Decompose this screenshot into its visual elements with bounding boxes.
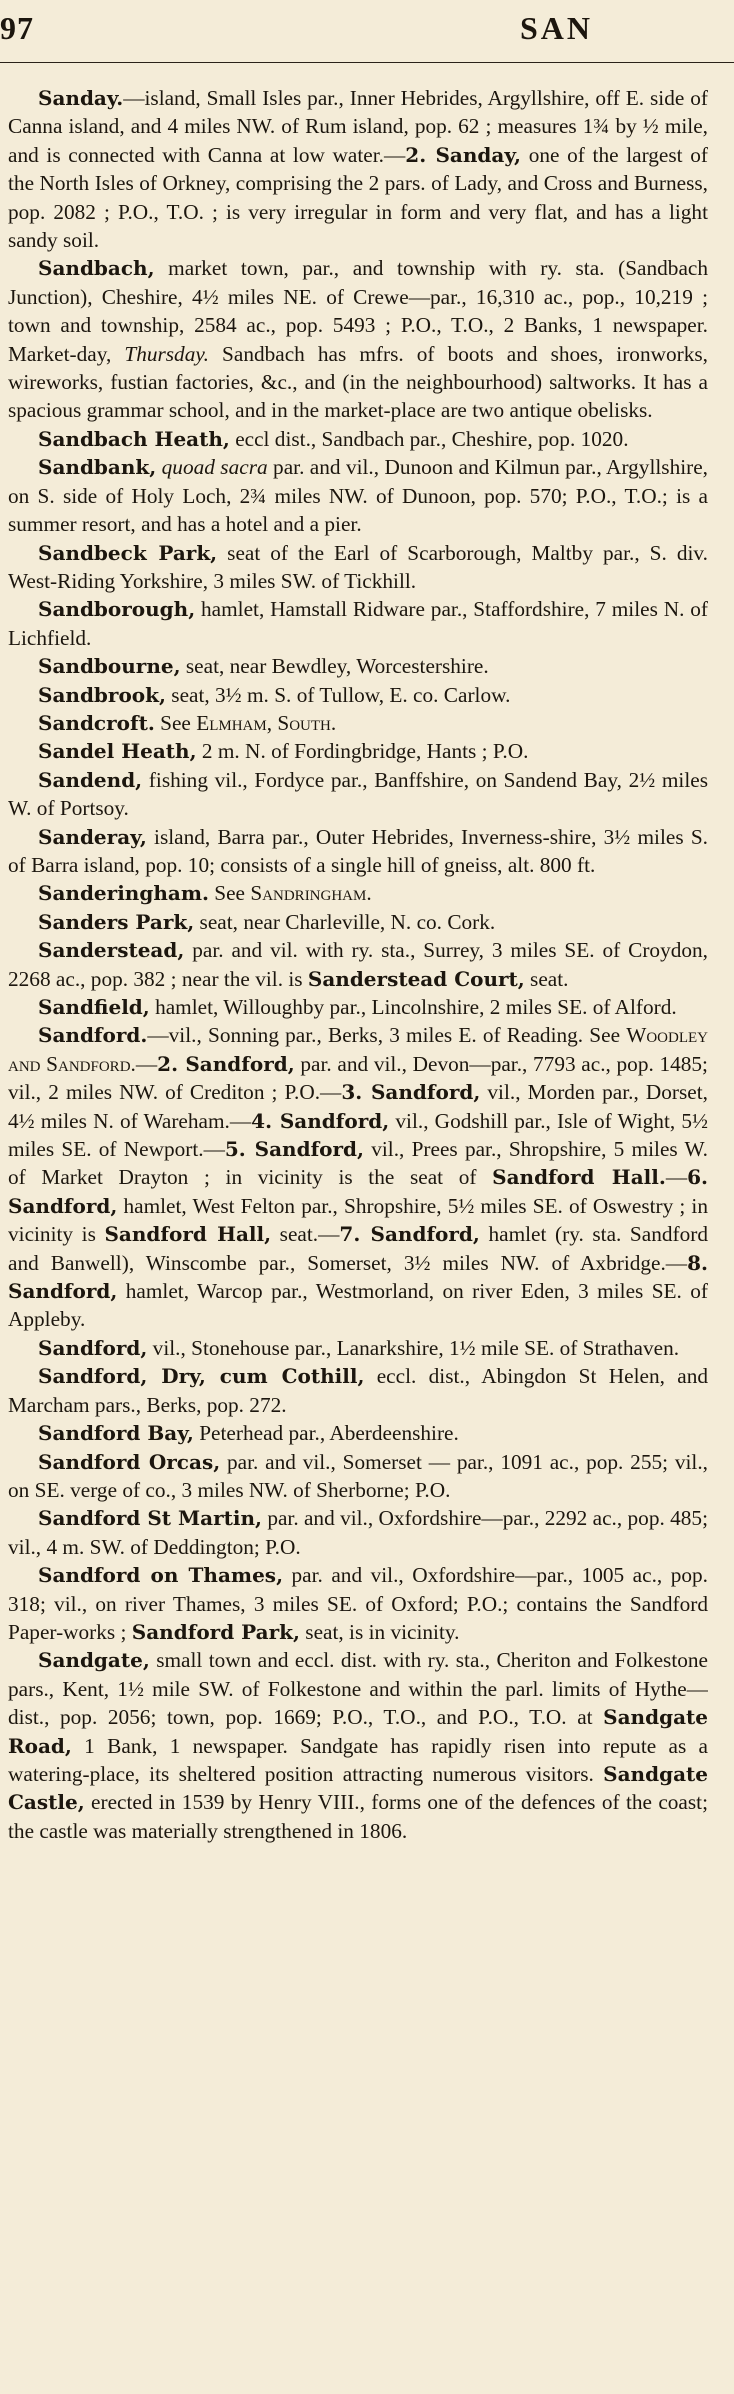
gazetteer-entry [8, 539, 708, 596]
gazetteer-entry [8, 1504, 708, 1561]
entry-text: vil., Godshill par., Isle of Wight, 5½ miles SE. of Newport.— [8, 1108, 708, 1162]
entry-text: Sandringham. [250, 881, 372, 906]
entry-text: eccl. dist., Abingdon St Helen, and Marcham pars., Berks, pop. 272. [8, 1364, 708, 1417]
header-rule [0, 62, 734, 63]
gazetteer-entry [8, 823, 708, 880]
entry-headword: Sandford on Thames, [38, 1563, 284, 1588]
entry-headword: Sandbeck Park, [38, 540, 218, 565]
gazetteer-entry [8, 1448, 708, 1505]
gazetteer-entry [8, 1419, 708, 1447]
entry-text: seat, 3½ m. S. of Tullow, E. co. Carlow. [165, 682, 511, 707]
entry-text: hamlet, Warcop par., Westmorland, on river Eden, 3 miles SE. of Appleby. [8, 1279, 708, 1332]
entry-text: quoad sacra [161, 455, 268, 480]
page-number: 97 [0, 10, 34, 46]
entry-headword: Sandford Park, [131, 1619, 300, 1644]
running-head: SAN [520, 10, 594, 46]
entry-text: Elmham, South. [196, 710, 337, 735]
entry-text: Peterhead par., Aberdeenshire. [193, 1421, 459, 1446]
entry-headword: Sanday. [38, 86, 124, 110]
gazetteer-entry [8, 908, 708, 936]
entry-headword: Sandford Hall. [492, 1165, 666, 1190]
entry-headword: Sandford. [38, 1023, 148, 1048]
entry-text: hamlet, Hamstall Ridware par., Staffordshire, 7 miles N. of Lichfield. [8, 597, 708, 650]
gazetteer-entry [8, 936, 708, 993]
entry-text: par. and vil. with ry. sta., Surrey, 3 miles SE. of Croydon, 2268 ac., pop. 382 ; near the vil. is [8, 938, 708, 991]
entry-headword: 7. Sandford, [339, 1222, 480, 1247]
gazetteer-entry [8, 84, 708, 254]
entry-headword: Sanderstead Court, [307, 966, 525, 991]
entry-text: erected in 1539 by Henry VIII., forms one of the defences of the coast; the castle was materially strengthened in 1806. [8, 1790, 708, 1843]
entry-text: vil., Stonehouse par., Lanarkshire, 1½ mile SE. of Strathaven. [147, 1335, 680, 1360]
entry-text: one of the largest of the North Isles of Orkney, comprising the 2 pars. of Lady, and Cross and Burness, pop. 2082 ; P.O., T.O. ; is very irregular in form and very flat, and has a light sandy soil. [8, 142, 708, 253]
entry-text: hamlet, West Felton par., Shropshire, 5½ miles SE. of Oswestry ; in vicinity is [8, 1193, 708, 1247]
entry-text: par. and vil., Dunoon and Kilmun par., Argyllshire, on S. side of Holy Loch, 2¾ miles NW. of Dunoon, pop. 570; P.O., T.O.; is a summer resort, and has a hotel and a pier. [8, 455, 708, 537]
entry-headword: Sandfield, [38, 995, 150, 1019]
entry-headword: Sanderstead, [38, 938, 185, 963]
entry-headword: Sandford, [38, 1335, 148, 1360]
entry-headword: Sanders Park, [38, 909, 195, 934]
entry-headword: Sandgate, [38, 1648, 150, 1673]
entry-headword: Sandbach, [38, 256, 155, 281]
gazetteer-entry [8, 1561, 708, 1646]
entry-text: seat, is in vicinity. [299, 1619, 460, 1644]
gazetteer-entry [8, 879, 708, 907]
entry-headword: Sandford Bay, [38, 1421, 194, 1446]
entry-headword: Sandbank, [38, 455, 157, 480]
entry-headword: Sandgate Castle, [8, 1761, 708, 1815]
gazetteer-entry [8, 681, 708, 709]
gazetteer-entry [8, 453, 708, 538]
entry-headword: Sandford Hall, [104, 1222, 272, 1247]
entry-text: Woodley and Sandford. [8, 1023, 708, 1076]
entry-text: hamlet, Willoughby par., Lincolnshire, 2 miles SE. of Alford. [149, 995, 677, 1019]
entry-text: seat, near Bewdley, Worcestershire. [180, 654, 489, 679]
entry-text: — [135, 1051, 158, 1076]
entry-text: par. and vil., Oxfordshire—par., 1005 ac., pop. 318; vil., on river Thames, 3 miles SE. of Oxford; P.O.; contains the Sandford Paper-works ; [8, 1563, 708, 1644]
entry-headword: Sanderay, [38, 824, 147, 849]
entry-headword: Sandborough, [38, 597, 196, 622]
entry-headword: Sandend, [38, 767, 143, 792]
entry-text: vil., Morden par., Dorset, 4½ miles N. of Wareham.— [8, 1080, 708, 1133]
entry-headword: Sandford Orcas, [38, 1449, 221, 1474]
entry-text: eccl dist., Sandbach par., Cheshire, pop. 1020. [229, 426, 629, 451]
entry-text: fishing vil., Fordyce par., Banffshire, on Sandend Bay, 2½ miles W. of Portsoy. [8, 767, 708, 821]
entry-text: See [208, 881, 251, 906]
gazetteer-entry [8, 1646, 708, 1845]
gazetteer-entry [8, 1334, 708, 1362]
entry-headword: Sandgate Road, [8, 1705, 708, 1758]
entries-column [8, 84, 708, 2388]
entry-text: vil., Prees par., Shropshire, 5 miles W. of Market Drayton ; in vicinity is the seat of [8, 1137, 708, 1190]
gazetteer-entry [8, 595, 708, 652]
entry-text: —vil., Sonning par., Berks, 3 miles E. of Reading. See [147, 1023, 627, 1048]
entry-text: seat, near Charleville, N. co. Cork. [194, 909, 496, 934]
entry-text: small town and eccl. dist. with ry. sta., Cheriton and Folkestone pars., Kent, 1½ mile SW. of Folkestone and within the parl. limits of Hythe—dist., pop. 2056; town, pop. 1669; P.O., T.O., and P.O., T.O. at [8, 1648, 708, 1730]
gazetteer-entry [8, 1362, 708, 1419]
entry-headword: 2. Sanday, [405, 142, 522, 167]
entry-headword: Sandbach Heath, [38, 426, 230, 451]
entry-headword: 8. Sandford, [8, 1250, 708, 1304]
entry-headword: 6. Sandford, [8, 1165, 708, 1218]
entry-headword: Sandford St Martin, [38, 1506, 262, 1531]
page-header [0, 0, 734, 66]
entry-text: seat of the Earl of Scarborough, Maltby par., S. div. West-Riding Yorkshire, 3 miles SW. of Tickhill. [8, 540, 708, 593]
entry-headword: 4. Sandford, [251, 1108, 390, 1133]
gazetteer-entry [8, 737, 708, 765]
entry-headword: Sanderingham. [38, 881, 209, 906]
entry-text: 1 Bank, 1 newspaper. Sandgate has rapidly risen into repute as a watering-place, its sheltered position attracting numerous visitors. [8, 1733, 708, 1786]
entry-text: See [154, 710, 197, 735]
entry-text: —island, Small Isles par., Inner Hebrides, Argyllshire, off E. side of Canna island, and 4 miles NW. of Rum island, pop. 62 ; measures 1¾ by ½ mile, and is connected with Canna at low water.— [8, 86, 708, 167]
entry-text: market town, par., and township with ry. sta. (Sandbach Junction), Cheshire, 4½ miles NE. of Crewe—par., 16,310 ac., pop., 10,219 ; town and township, 2584 ac., pop. 5493 ; P.O., T.O., 2 Banks, 1 newspaper. Market-day, [8, 256, 708, 366]
gazetteer-entry [8, 1021, 708, 1333]
entry-text: Sandbach has mfrs. of boots and shoes, ironworks, wireworks, fustian factories, &c., and (in the neighbourhood) saltworks. It has a spacious grammar school, and in the market-place are two antique obelisks. [8, 341, 708, 423]
entry-headword: Sandcroft. [38, 710, 155, 735]
entry-headword: Sandbrook, [38, 682, 166, 707]
entry-text: seat. [524, 966, 569, 991]
entry-text: hamlet (ry. sta. Sandford and Banwell), Winscombe par., Somerset, 3½ miles NW. of Axbridge.— [8, 1222, 708, 1275]
gazetteer-entry [8, 766, 708, 823]
entry-headword: Sandbourne, [38, 654, 181, 679]
entry-headword: 3. Sandford, [341, 1080, 481, 1105]
entry-text: par. and vil., Oxfordshire—par., 2292 ac., pop. 485; vil., 4 m. SW. of Deddington; P.O. [8, 1506, 708, 1559]
gazetteer-entry [8, 993, 708, 1021]
entry-text: seat.— [271, 1222, 340, 1247]
entry-headword: 5. Sandford, [224, 1137, 364, 1162]
gazetteer-entry [8, 709, 708, 737]
entry-headword: Sandel Heath, [38, 739, 197, 764]
entry-text: 2 m. N. of Fordingbridge, Hants ; P.O. [196, 739, 529, 764]
gazetteer-entry [8, 652, 708, 680]
entry-text: par. and vil., Devon—par., 7793 ac., pop. 1485; vil., 2 miles NW. of Crediton ; P.O.— [8, 1051, 708, 1105]
entry-text: island, Barra par., Outer Hebrides, Inverness-shire, 3½ miles S. of Barra island, pop. 10; consists of a single hill of gneiss, alt. 800 ft. [8, 824, 708, 877]
gazetteer-entry [8, 425, 708, 453]
entry-headword: Sandford, Dry, cum Cothill, [38, 1364, 365, 1389]
gazetteer-entry [8, 254, 708, 424]
entry-text: Thursday. [124, 341, 209, 366]
entry-text: — [665, 1165, 688, 1190]
entry-headword: 2. Sandford, [157, 1051, 295, 1076]
entry-text: par. and vil., Somerset — par., 1091 ac., pop. 255; vil., on SE. verge of co., 3 miles NW. of Sherborne; P.O. [8, 1449, 708, 1502]
